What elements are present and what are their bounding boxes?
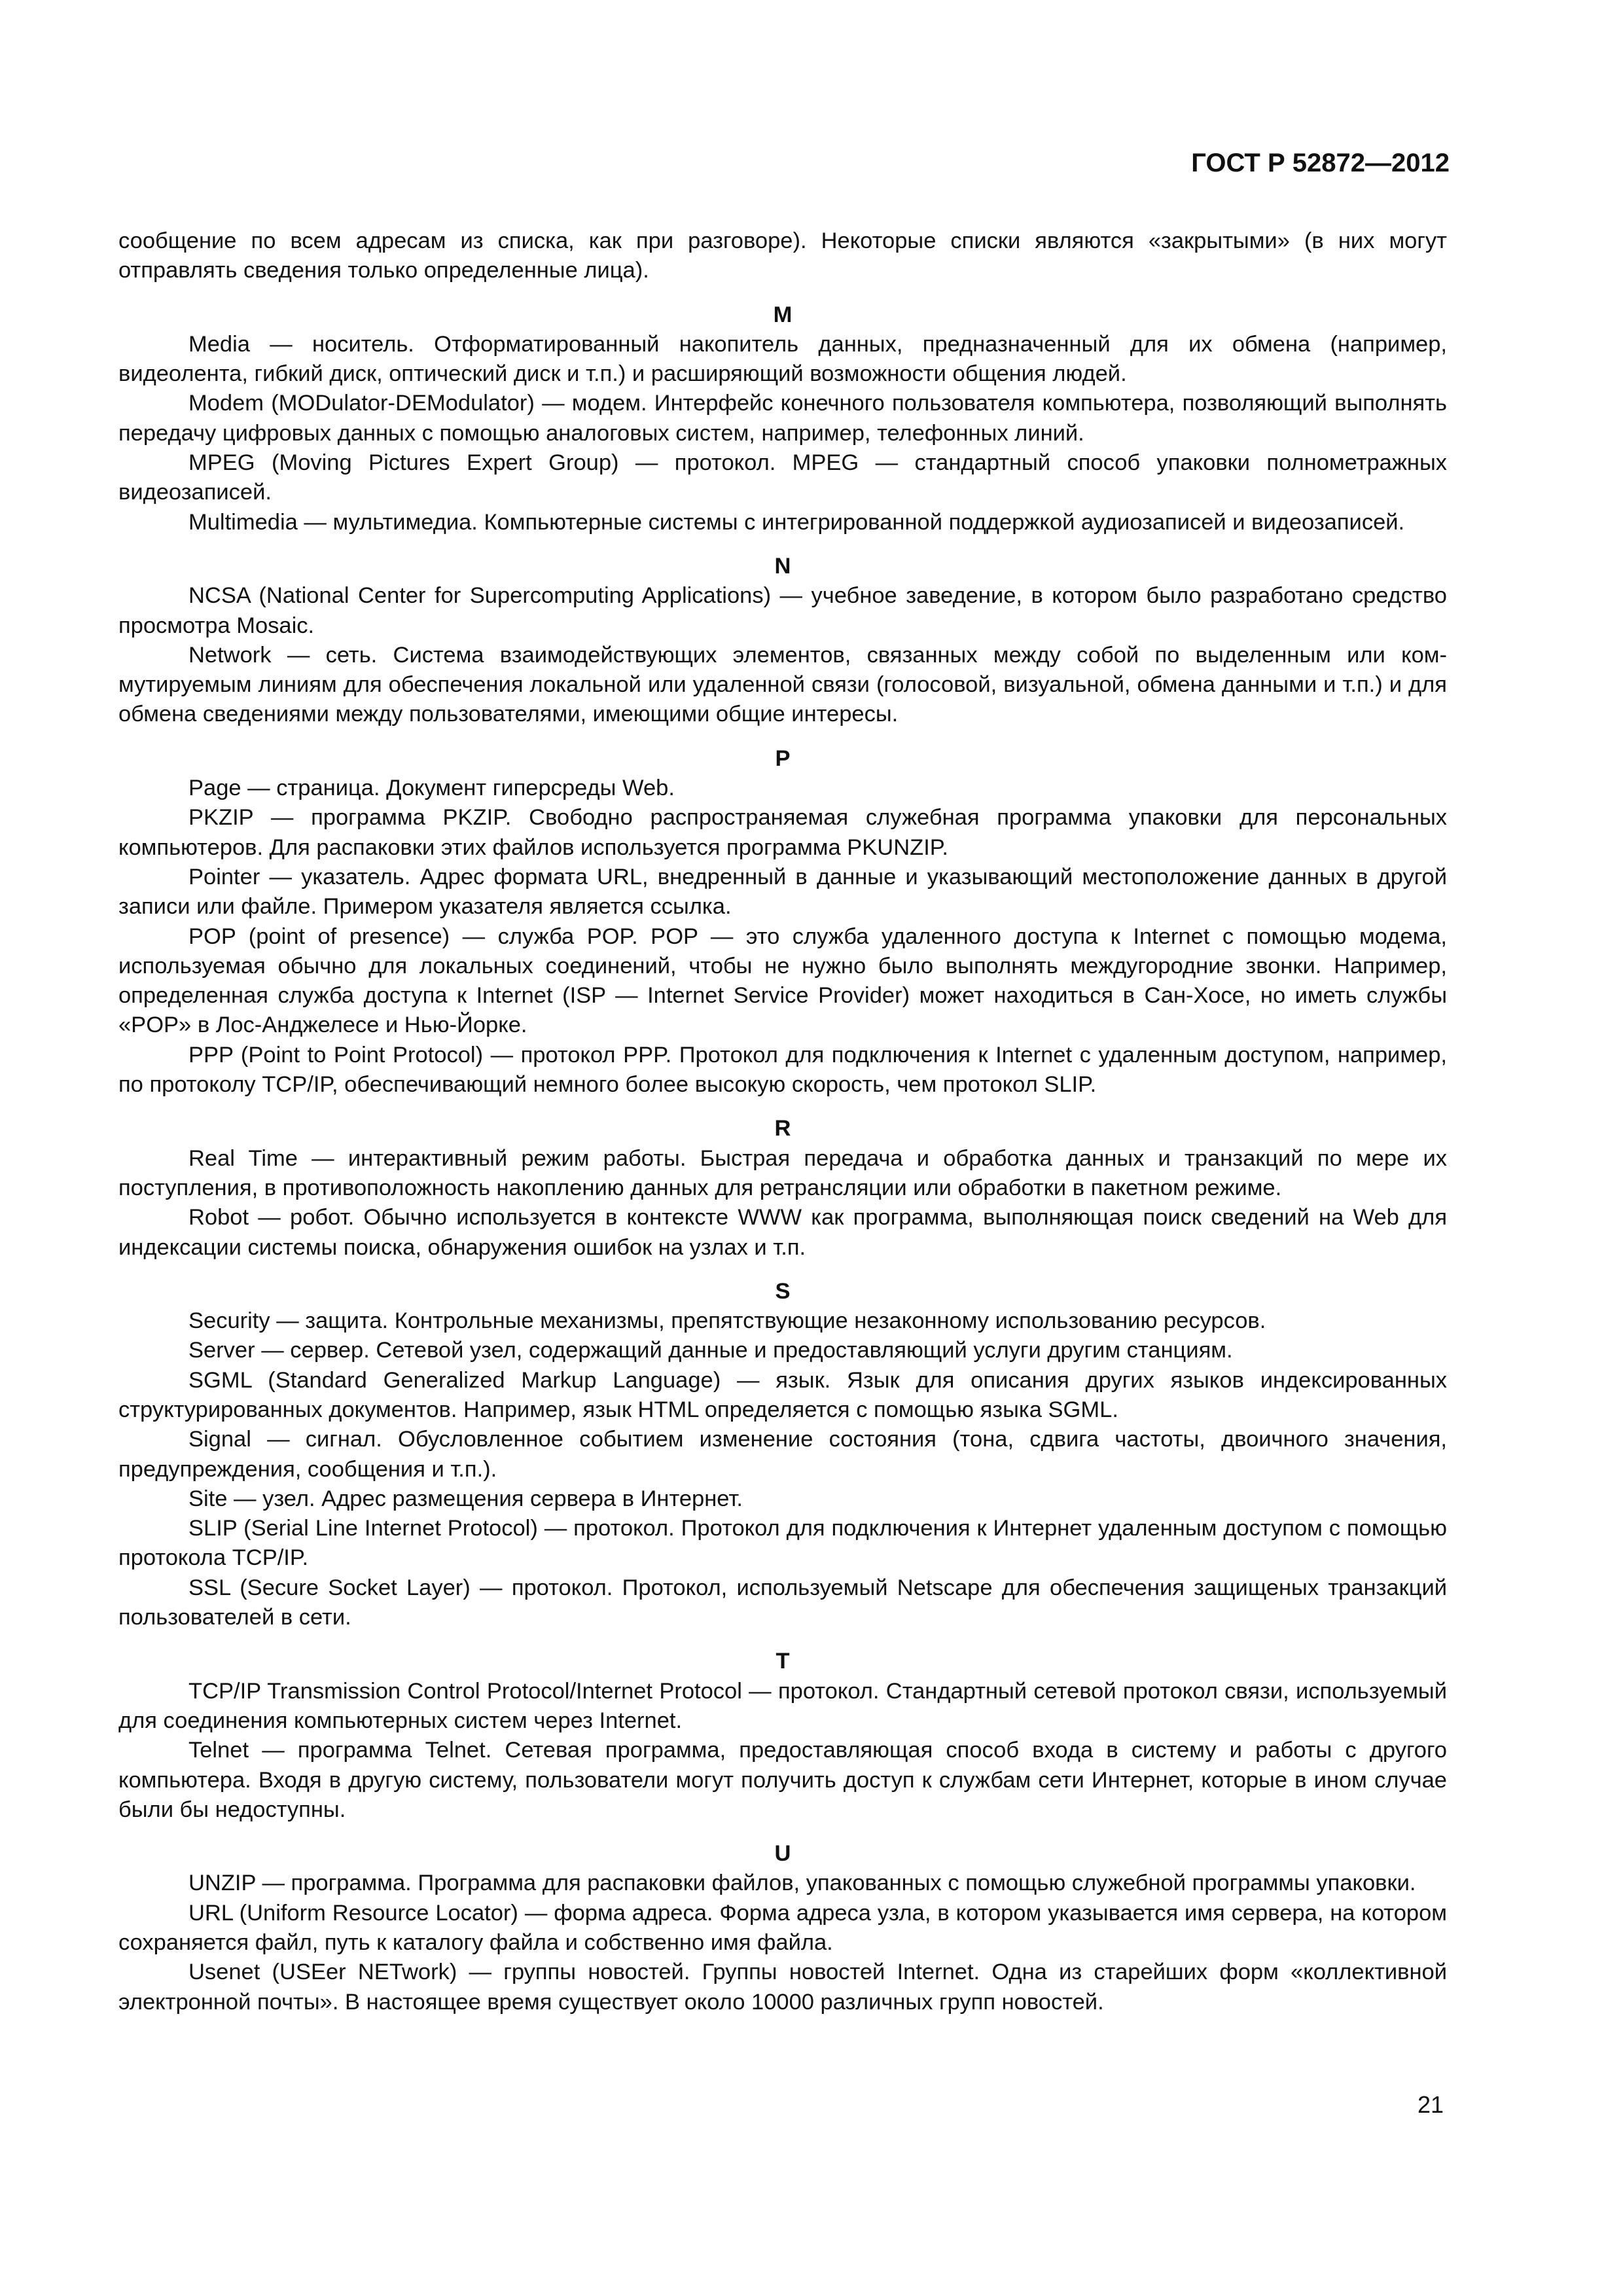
page-number: 21 [1417,2091,1444,2118]
glossary-entry: SLIP (Serial Line Internet Protocol) — протокол. Протокол для подключения к Интернет удаленным доступом с помощью протокола TCP/IP. [118,1516,1447,1571]
glossary-entry: Usenet (USEer NETwork) — группы новостей. Группы новостей Internet. Одна из старейших форм «коллективной электронной почты». В настоящее время существует около 10000 различных групп новостей. [118,1960,1447,2015]
glossary-entry: URL (Uniform Resource Locator) — форма адреса. Форма адреса узла, в котором указывается имя сервера, на котором сохраняется файл, путь к каталогу файла и собственно имя файла. [118,1900,1447,1956]
glossary-entry: Pointer — указатель. Адрес формата URL, внедренный в данные и указывающий местоположение данных в другой записи или файле. Примером указателя является ссылка. [118,864,1447,920]
glossary-entry: Robot — робот. Обычно используется в контексте WWW как программа, выполняющая поиск сведений на Web для индексации системы поиска, обнаружения ошибок на узлах и т.п. [118,1205,1447,1260]
continued-paragraph: сообщение по всем адресам из списка, как при разговоре). Некоторые списки являются «закрытыми» (в них могут отправлять сведения только определенные лица). [118,228,1447,283]
section-letter-p: P [775,745,791,771]
section-letter-m: M [773,302,793,327]
glossary-entry: SGML (Standard Generalized Markup Language) — язык. Язык для описания других языков индексированных структурированных документов. Например, язык HTML определяется с помощью языка SGML. [118,1367,1447,1422]
glossary-entry: Signal — сигнал. Обусловленное событием изменение состояния (тона, сдвига частоты, двоичного значения, предупреждения, сообщения и т.п.). [118,1427,1447,1482]
glossary-entry: UNZIP — программа. Программа для распаковки файлов, упакованных с помощью служебной программы упаковки. [188,1871,1416,1896]
glossary-entry: SSL (Secure Socket Layer) — протокол. Протокол, используемый Netscape для обеспечения защищеных транзакций пользователей в сети. [118,1575,1447,1630]
glossary-entry: Real Time — интерактивный режим работы. Быстрая передача и обработка данных и транзакций по мере их поступления, в противоположность накоплению данных для ретрансляции или обработки в пакетном режиме. [118,1145,1447,1200]
glossary-entry: NCSA (National Center for Supercomputing Applications) — учебное заведение, в котором было разработано средство просмотра Mosaic. [118,583,1447,638]
section-letter-n: N [774,553,791,579]
section-letter-u: U [774,1841,791,1867]
glossary-entry: PPP (Point to Point Protocol) — протокол PPP. Протокол для подключения к Internet с удаленным доступом, например, по протоколу TCP/IP, обеспечивающий немного более высокую скорость, чем протокол SLIP. [118,1042,1447,1098]
glossary-entry: Network — сеть. Система взаимодействующих элементов, связанных между собой по выделенным или коммутируемым линиям для обеспечения локальной или удаленной связи (голосовой, визуальной, обмена данными и т.п.) и для обмена сведениями между пользователями, имеющими общие интересы. [118,642,1447,727]
glossary-entry: Telnet — программа Telnet. Сетевая программа, предоставляющая способ входа в систему и работы с другого компьютера. Входя в другую систему, пользователи могут получить доступ к службам сети Интернет, которые в ином случае были бы недоступны. [118,1738,1447,1822]
glossary-entry: TCP/IP Transmission Control Protocol/Internet Protocol — протокол. Стандартный сетевой протокол связи, используемый для соединения компьютерных систем через Internet. [118,1678,1447,1733]
glossary-entry: Media — носитель. Отформатированный накопитель данных, предназначенный для их обмена (например, видеолента, гибкий диск, оптический диск и т.п.) и расширяющий возможности общения людей. [118,331,1447,387]
glossary-entry: Security — защита. Контрольные механизмы, препятствующие незаконному использованию ресурсов. [188,1308,1266,1334]
glossary-entry: Page — страница. Документ гиперсреды Web. [188,776,675,801]
glossary-entry: Modem (MODulator-DEModulator) — модем. Интерфейс конечного пользователя компьютера, позволяющий выполнять передачу цифровых данных с помощью аналоговых систем, например, телефонных линий. [118,391,1447,446]
document-code-header: ГОСТ Р 52872—2012 [1191,149,1450,177]
section-letter-s: S [775,1278,791,1304]
section-letter-t: T [776,1649,790,1674]
glossary-body [118,226,1447,2017]
glossary-entry: MPEG (Moving Pictures Expert Group) — протокол. MPEG — стандартный способ упаковки полнометражных видеозаписей. [118,450,1447,505]
section-letter-r: R [774,1116,791,1141]
glossary-entry: POP (point of presence) — служба POP. POP — это служба удаленного доступа к Internet с помощью модема, используемая обычно для локальных соединений, чтобы не нужно было выполнять междугородние звонки. Например, определенная служба доступа к Internet (ISP — Internet Service Provider) может находиться в Сан-Хосе, но иметь службы «POP» в Лос-Анджелесе и Нью-Йорке. [118,924,1447,1038]
glossary-entry: Server — сервер. Сетевой узел, содержащий данные и предоставляющий услуги другим станциям. [188,1338,1233,1363]
glossary-entry: Site — узел. Адрес размещения сервера в Интернет. [188,1486,743,1511]
glossary-entry: Multimedia — мультимедиа. Компьютерные системы с интегрированной поддержкой аудиозаписей и видеозаписей. [188,509,1405,535]
glossary-entry: PKZIP — программа PKZIP. Свободно распространяемая служебная программа упаковки для персональных компьютеров. Для распаковки этих файлов используется программа PKUNZIP. [118,805,1447,860]
